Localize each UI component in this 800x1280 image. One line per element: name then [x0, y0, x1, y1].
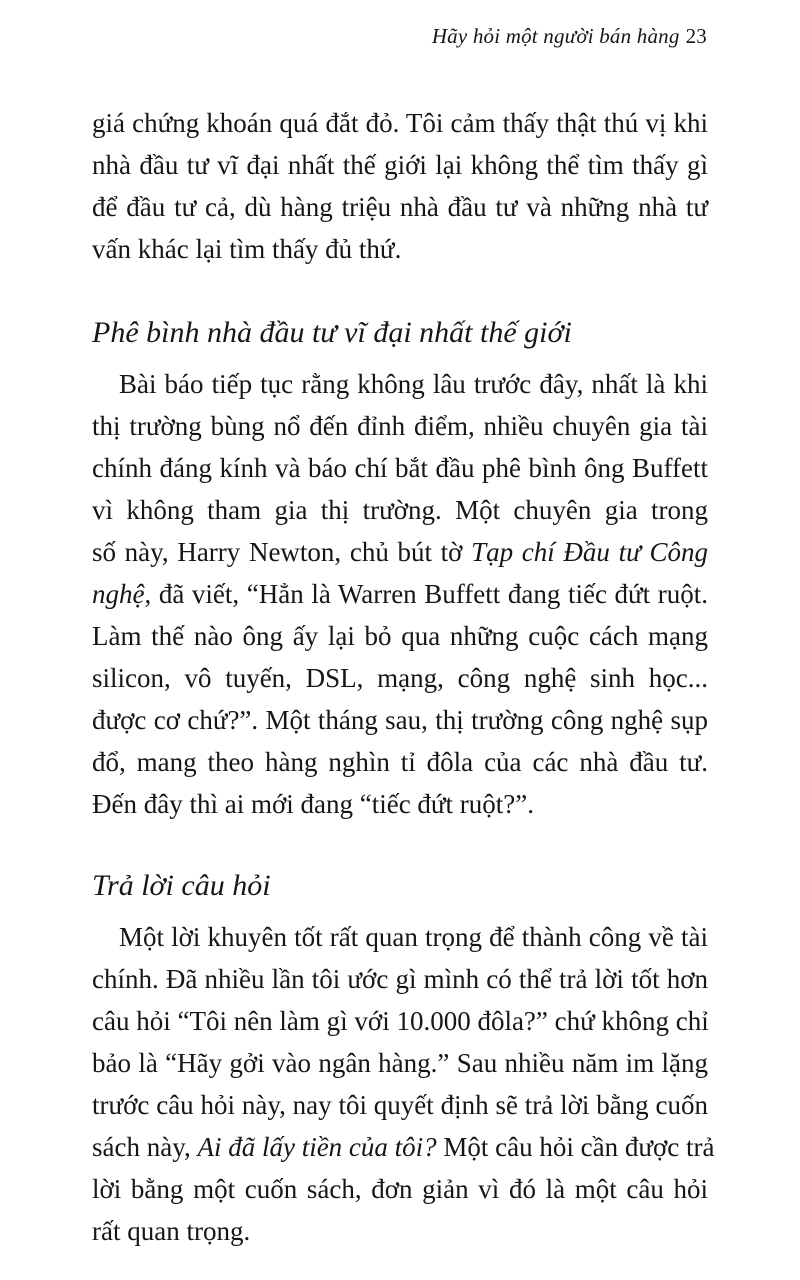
text-line: chính. Đã nhiều lần tôi ước gì mình có thể trả lời tốt hơn [92, 964, 708, 994]
magazine-title: Tạp chí Đầu tư Công [471, 537, 708, 567]
text-line: được cơ chứ?”. Một tháng sau, thị trường công nghệ sụp [92, 705, 708, 735]
text-line: chính đáng kính và báo chí bắt đầu phê bình ông Buffett [92, 453, 708, 483]
magazine-title-end: nghệ [92, 579, 145, 609]
text-run: Một câu hỏi cần được trả [436, 1132, 715, 1162]
paragraph-1 [92, 102, 708, 270]
header-title: Hãy hỏi một người bán hàng [431, 24, 680, 48]
running-header [432, 24, 707, 49]
text-line: vì không tham gia thị trường. Một chuyên gia trong [92, 495, 708, 525]
text-line: Làm thế nào ông ấy lại bỏ qua những cuộc cách mạng [92, 621, 708, 651]
text-line: trước câu hỏi này, nay tôi quyết định sẽ trả lời bằng cuốn [92, 1090, 708, 1120]
text-line: Một lời khuyên tốt rất quan trọng để thành công về tài [119, 922, 708, 952]
paragraph-2 [92, 363, 708, 825]
text-line: thị trường bùng nổ đến đỉnh điểm, nhiều chuyên gia tài [92, 411, 708, 441]
text-line: bảo là “Hãy gởi vào ngân hàng.” Sau nhiều năm im lặng [92, 1048, 708, 1078]
book-title: Ai đã lấy tiền của tôi? [197, 1132, 437, 1162]
text-line: lời bằng một cuốn sách, đơn giản vì đó là một câu hỏi [92, 1174, 708, 1204]
text-line: rất quan trọng. [92, 1216, 251, 1246]
page-number: 23 [685, 24, 707, 48]
page-body [92, 102, 715, 1252]
section-heading-answer: Trả lời câu hỏi [92, 869, 271, 902]
text-line: Bài báo tiếp tục rằng không lâu trước đây, nhất là khi [119, 369, 708, 399]
text-line: nhà đầu tư vĩ đại nhất thế giới lại không thể tìm thấy gì [92, 150, 708, 180]
text-run: sách này, [92, 1132, 198, 1162]
text-run: , đã viết, “Hẳn là Warren Buffett đang tiếc đứt ruột. [144, 579, 708, 609]
text-line: silicon, vô tuyến, DSL, mạng, công nghệ sinh học... [92, 663, 708, 693]
text-line: vấn khác lại tìm thấy đủ thứ. [92, 234, 402, 264]
text-line: câu hỏi “Tôi nên làm gì với 10.000 đôla?” chứ không chỉ [92, 1006, 709, 1036]
text-line [92, 531, 708, 573]
text-line [92, 1126, 715, 1168]
text-line: để đầu tư cả, dù hàng triệu nhà đầu tư và những nhà tư [92, 192, 708, 222]
paragraph-3 [92, 916, 715, 1252]
text-line: Đến đây thì ai mới đang “tiếc đứt ruột?”. [92, 789, 535, 819]
section-heading-critique: Phê bình nhà đầu tư vĩ đại nhất thế giới [92, 316, 572, 349]
text-line [92, 573, 708, 615]
text-run: số này, Harry Newton, chủ bút tờ [92, 537, 472, 567]
text-line: đổ, mang theo hàng nghìn tỉ đôla của các nhà đầu tư. [92, 747, 708, 777]
text-line: giá chứng khoán quá đắt đỏ. Tôi cảm thấy thật thú vị khi [92, 108, 708, 138]
